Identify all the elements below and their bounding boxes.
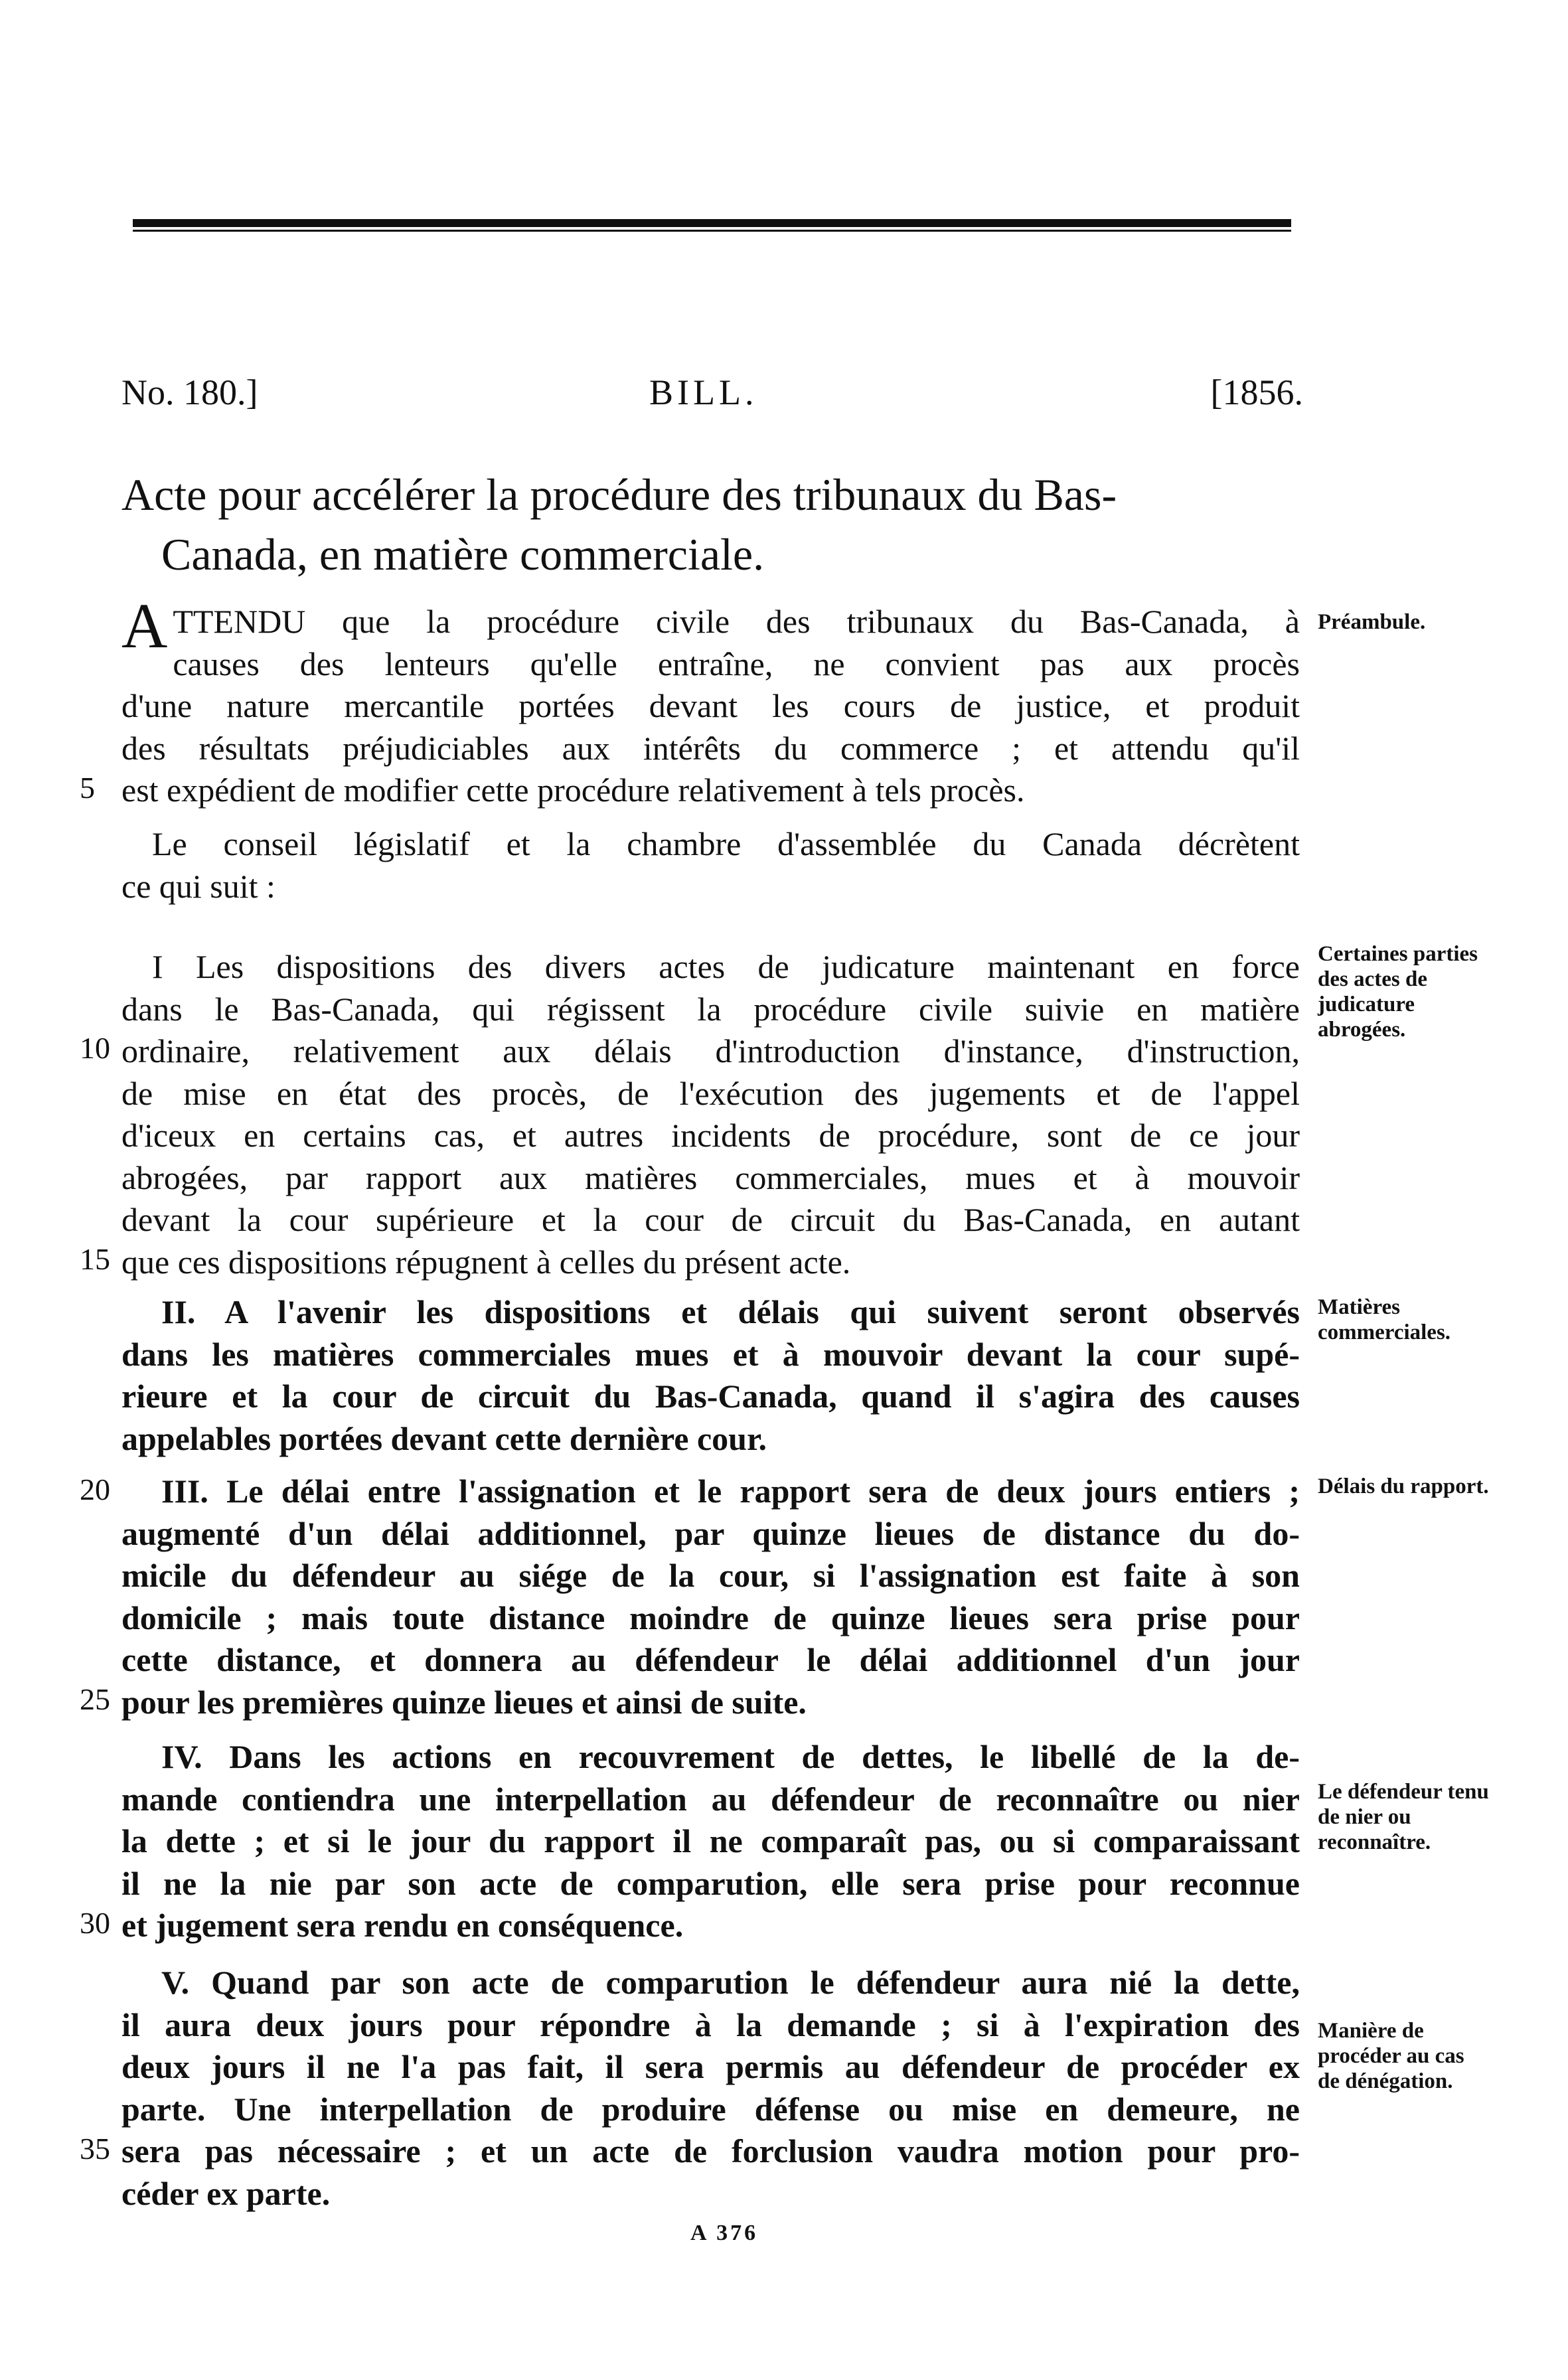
section-line: il aura deux jours pour répondre à la demande ; si à l'expiration des <box>121 2006 1300 2043</box>
enacting-line: ce qui suit : <box>121 867 275 905</box>
preamble-paragraph <box>121 590 1300 812</box>
preamble-line: TTENDU que la procédure civile des tribunaux du Bas-Canada, à <box>173 603 1300 640</box>
act-title-line-1: Acte pour accélérer la procédure des tribunaux du Bas- <box>121 469 1117 520</box>
section-line: et jugement sera rendu en conséquence. <box>121 1907 684 1944</box>
preamble-line: est expédient de modifier cette procédure relativement à tels procès. <box>121 771 1025 809</box>
section-line: de mise en état des procès, de l'exécution des jugements et de l'appel <box>121 1074 1300 1112</box>
line-number: 35 <box>80 2132 110 2166</box>
section-line: d'iceux en certains cas, et autres incidents de procédure, sont de ce jour <box>121 1117 1300 1154</box>
section-1 <box>121 946 1300 1283</box>
section-line: domicile ; mais toute distance moindre de quinze lieues sera prise pour <box>121 1599 1300 1636</box>
line-number: 10 <box>80 1031 110 1065</box>
section-line: augmenté d'un délai additionnel, par quinze lieues de distance du do- <box>121 1514 1300 1552</box>
line-number: 5 <box>80 771 95 805</box>
section-line: devant la cour supérieure et la cour de circuit du Bas-Canada, en autant <box>121 1201 1300 1238</box>
bill-header <box>121 372 1303 425</box>
top-rule <box>133 219 1291 227</box>
bill-label: BILL. <box>649 372 758 412</box>
signature-mark: A 376 <box>690 2221 759 2245</box>
section-line: sera pas nécessaire ; et un acte de forclusion vaudra motion pour pro- <box>121 2132 1300 2170</box>
preamble-line: causes des lenteurs qu'elle entraîne, ne convient pas aux procès <box>173 645 1300 682</box>
section-4 <box>121 1736 1300 1947</box>
section-line: la dette ; et si le jour du rapport il ne comparaît pas, ou si comparaissant <box>121 1822 1300 1860</box>
line-number: 30 <box>80 1906 110 1940</box>
section-line: cette distance, et donnera au défendeur le délai additionnel d'un jour <box>121 1641 1300 1678</box>
section-line: IV. Dans les actions en recouvrement de dettes, le libellé de la de- <box>161 1738 1300 1775</box>
marginal-note-section-5: Manière de procéder au cas de dénégation. <box>1318 2019 1464 2093</box>
line-number: 15 <box>80 1242 110 1276</box>
line-number: 25 <box>80 1682 110 1716</box>
marginal-note-section-3: Délais du rapport. <box>1318 1474 1489 1498</box>
marginal-note-section-2: Matières commerciales. <box>1318 1295 1451 1344</box>
section-line: ordinaire, relativement aux délais d'introduction d'instance, d'instruction, <box>121 1032 1300 1070</box>
section-line: mande contiendra une interpellation au défendeur de reconnaître ou nier <box>121 1780 1300 1818</box>
section-line: micile du défendeur au siége de la cour, si l'assignation est faite à son <box>121 1557 1300 1594</box>
drop-cap-letter: A <box>121 590 168 661</box>
marginal-note-section-1: Certaines parties des actes de judicature abrogées. <box>1318 942 1478 1042</box>
enacting-line: Le conseil législatif et la chambre d'assemblée du Canada décrètent <box>152 825 1300 862</box>
section-5 <box>121 1962 1300 2215</box>
marginal-note-preamble: Préambule. <box>1318 610 1426 634</box>
line-number: 20 <box>80 1472 110 1506</box>
section-line: deux jours il ne l'a pas fait, il sera permis au défendeur de procéder ex <box>121 2048 1300 2085</box>
marginal-note-section-4: Le défendeur tenu de nier ou reconnaître. <box>1318 1780 1489 1854</box>
act-title <box>121 465 1310 584</box>
preamble-line: d'une nature mercantile portées devant les cours de justice, et produit <box>121 687 1300 724</box>
act-title-line-2: Canada, en matière commerciale. <box>161 529 765 580</box>
bill-number: No. 180.] <box>121 372 258 412</box>
section-line: dans les matières commerciales mues et à mouvoir devant la cour supé- <box>121 1335 1300 1373</box>
enacting-clause <box>121 823 1300 908</box>
section-line: céder ex parte. <box>121 2174 331 2212</box>
section-line: I Les dispositions des divers actes de judicature maintenant en force <box>152 948 1300 985</box>
section-line: appelables portées devant cette dernière cour. <box>121 1419 767 1457</box>
bill-year: [1856. <box>1210 372 1303 412</box>
section-line: V. Quand par son acte de comparution le défendeur aura nié la dette, <box>161 1964 1300 2001</box>
section-line: pour les premières quinze lieues et ainsi de suite. <box>121 1683 807 1721</box>
section-line: parte. Une interpellation de produire défense ou mise en demeure, ne <box>121 2090 1300 2128</box>
section-line: il ne la nie par son acte de comparution, elle sera prise pour reconnue <box>121 1864 1300 1902</box>
section-line: que ces dispositions répugnent à celles du présent acte. <box>121 1243 851 1281</box>
section-2 <box>121 1291 1300 1460</box>
section-line: dans le Bas-Canada, qui régissent la procédure civile suivie en matière <box>121 990 1300 1028</box>
section-line: abrogées, par rapport aux matières commerciales, mues et à mouvoir <box>121 1158 1300 1196</box>
preamble-line: des résultats préjudiciables aux intérêts du commerce ; et attendu qu'il <box>121 729 1300 767</box>
section-3 <box>121 1470 1300 1723</box>
section-line: III. Le délai entre l'assignation et le rapport sera de deux jours entiers ; <box>161 1472 1300 1510</box>
section-line: rieure et la cour de circuit du Bas-Canada, quand il s'agira des causes <box>121 1378 1300 1415</box>
section-line: II. A l'avenir les dispositions et délais qui suivent seront observés <box>161 1293 1300 1330</box>
